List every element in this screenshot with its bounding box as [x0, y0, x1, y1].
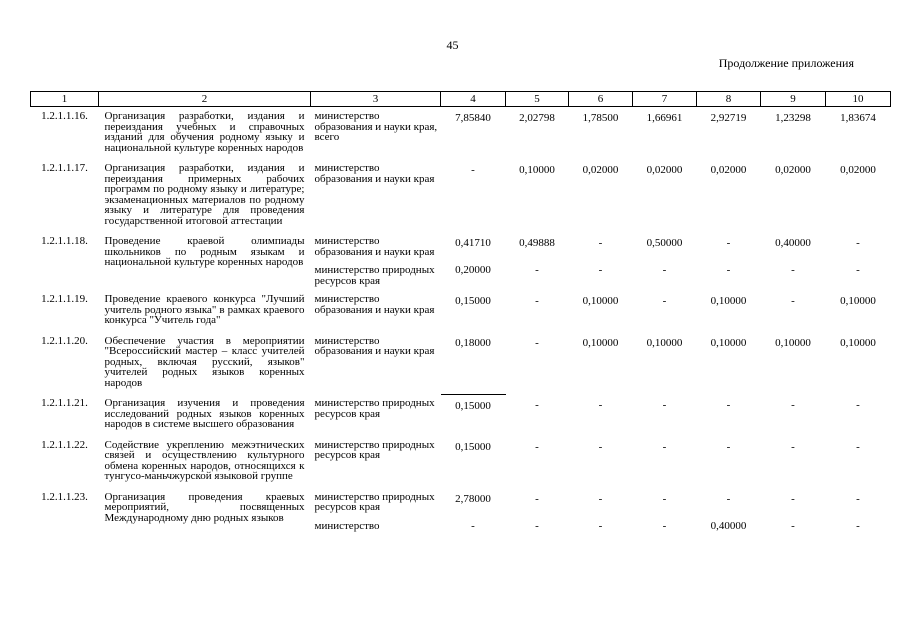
value-cell: - [471, 164, 475, 176]
value-cell: 0,15000 [441, 394, 506, 436]
value-cell: - [535, 519, 539, 532]
value-cell: 0,02000 [582, 164, 619, 176]
row-code: 1.2.1.1.16. [41, 110, 88, 122]
table-row [31, 159, 891, 232]
value-cell: 1,66961 [646, 112, 683, 124]
header-cell: 5 [506, 92, 569, 107]
row-name: Проведение краевого конкурса "Лучший учитель родного языка" в рамках краевого конкурса "Учитель года" [104, 293, 305, 326]
header-cell: 9 [761, 92, 826, 107]
value-cell: 1,83674 [840, 112, 876, 124]
value-cell: - [726, 440, 731, 453]
header-cell: 4 [441, 92, 506, 107]
row-executor: министерство образования и науки края [314, 235, 435, 258]
value-cell: 0,18000 [455, 336, 491, 349]
header-cell: 1 [31, 92, 99, 107]
row-executor: министерство природных ресурсов края [314, 438, 435, 461]
value-cell: 0,20000 [455, 264, 491, 276]
value-cell: 0,41710 [455, 237, 491, 249]
value-cell: 0,10000 [582, 295, 619, 307]
value-cell: - [662, 440, 667, 453]
value-cell: - [535, 399, 539, 411]
table-row [31, 394, 891, 436]
row-name: Организация изучения и проведения исследований родных языков коренных народов в системе высшего образования [104, 397, 305, 430]
value-cell: 2,02798 [519, 112, 555, 124]
value-cell: - [471, 519, 475, 532]
value-cell: 0,10000 [775, 336, 811, 349]
value-cell: 0,50000 [646, 237, 683, 249]
header-cell: 3 [311, 92, 441, 107]
value-cell: - [726, 399, 731, 411]
header-row [31, 92, 891, 107]
row-executor: министерство образования и науки края [314, 293, 435, 316]
header-cell: 6 [569, 92, 633, 107]
row-code: 1.2.1.1.18. [41, 235, 88, 247]
row-name: Организация разработки, издания и переиздания учебных и справочных изданий для обучения родному языку и национальной культуре коренных народов [104, 110, 305, 154]
value-cell: - [662, 492, 667, 505]
value-cell: 0,10000 [519, 164, 555, 176]
value-cell: - [856, 492, 860, 505]
table-row [31, 436, 891, 488]
row-name: Организация проведения краевых мероприятий, посвященных Международному дню родных языков [104, 490, 305, 524]
row-executor: министерство природных ресурсов края [314, 264, 435, 287]
row-executor: министерство образования и науки края, всего [314, 110, 438, 143]
value-cell: - [662, 295, 667, 307]
value-cell: - [662, 519, 667, 532]
table-row [31, 488, 891, 519]
value-cell: - [598, 399, 603, 411]
budget-table [30, 91, 891, 535]
value-cell: 0,02000 [775, 164, 811, 176]
value-cell: - [791, 295, 795, 307]
value-cell: 0,49888 [519, 237, 555, 249]
value-cell: - [598, 237, 603, 249]
row-code: 1.2.1.1.19. [41, 293, 88, 305]
row-executor: министерство природных ресурсов края [314, 397, 435, 420]
table-row [31, 332, 891, 395]
value-cell: 0,02000 [840, 164, 876, 176]
row-executor: министерство [314, 519, 380, 532]
row-name: Содействие укреплению межэтнических связей и осуществлению культурного обмена коренных народов, относящихся к тунгусо-маньчжурской языковой группе [104, 438, 305, 482]
value-cell: - [791, 399, 795, 411]
header-cell: 7 [633, 92, 697, 107]
value-cell: - [856, 237, 860, 249]
header-cell: 2 [99, 92, 311, 107]
header-cell: 10 [826, 92, 891, 107]
value-cell: - [535, 295, 539, 307]
table-row [31, 232, 891, 263]
table-row [31, 107, 891, 160]
value-cell: 0,10000 [840, 295, 876, 307]
value-cell: - [535, 492, 539, 505]
row-code: 1.2.1.1.21. [41, 397, 88, 409]
row-code: 1.2.1.1.20. [41, 334, 88, 347]
value-cell: - [726, 237, 731, 249]
value-cell: 0,02000 [710, 164, 747, 176]
value-cell: 1,78500 [582, 112, 619, 124]
value-cell: 2,78000 [455, 492, 491, 505]
value-cell: - [856, 264, 860, 276]
value-cell: 0,10000 [582, 336, 619, 349]
continuation-label: Продолжение приложения [718, 56, 854, 70]
row-code: 1.2.1.1.17. [41, 162, 88, 174]
row-executor: министерство природных ресурсов края [314, 490, 435, 513]
value-cell: - [791, 519, 795, 532]
value-cell: - [598, 492, 603, 505]
value-cell: - [791, 440, 795, 453]
value-cell: - [598, 440, 603, 453]
value-cell: - [726, 492, 731, 505]
value-cell: - [856, 440, 860, 453]
value-cell: - [726, 264, 731, 276]
value-cell: 0,02000 [646, 164, 683, 176]
value-cell: - [856, 399, 860, 411]
value-cell: - [662, 399, 667, 411]
page-number: 45 [446, 38, 459, 52]
value-cell: 0,40000 [710, 519, 747, 532]
value-cell: - [598, 264, 603, 276]
row-code: 1.2.1.1.22. [41, 438, 88, 451]
value-cell: 0,10000 [710, 336, 747, 349]
value-cell: 1,23298 [775, 112, 811, 124]
value-cell: 7,85840 [455, 112, 491, 124]
value-cell: - [662, 264, 667, 276]
value-cell: 0,10000 [840, 336, 876, 349]
value-cell: 0,40000 [775, 237, 811, 249]
value-cell: 0,15000 [455, 440, 491, 453]
value-cell: 0,15000 [455, 295, 491, 307]
value-cell: - [791, 492, 795, 505]
row-name: Обеспечение участия в мероприятии "Всероссийский мастер – класс учителей родных, включая русский, языков" учителей родных языков коренных народов [104, 334, 305, 389]
value-cell: 0,10000 [710, 295, 747, 307]
value-cell: - [791, 264, 795, 276]
value-cell: 2,92719 [710, 112, 747, 124]
value-cell: 0,10000 [646, 336, 683, 349]
row-name: Организация разработки, издания и переиздания примерных рабочих программ по родному языку и литературе; экзаменационных материалов по родному языку и литературе для проведения государственной итоговой аттестации [104, 162, 305, 227]
row-code: 1.2.1.1.23. [41, 490, 88, 503]
table-row [31, 290, 891, 332]
value-cell: - [856, 519, 860, 532]
row-executor: министерство образования и науки края [314, 334, 435, 357]
row-name: Проведение краевой олимпиады школьников по родным языкам и национальной культуре коренных народов [104, 235, 305, 268]
row-executor: министерство образования и науки края [314, 162, 435, 185]
header-cell: 8 [697, 92, 761, 107]
value-cell: - [535, 440, 539, 453]
value-cell: - [535, 336, 539, 349]
value-cell: - [598, 519, 603, 532]
value-cell: - [535, 264, 539, 276]
